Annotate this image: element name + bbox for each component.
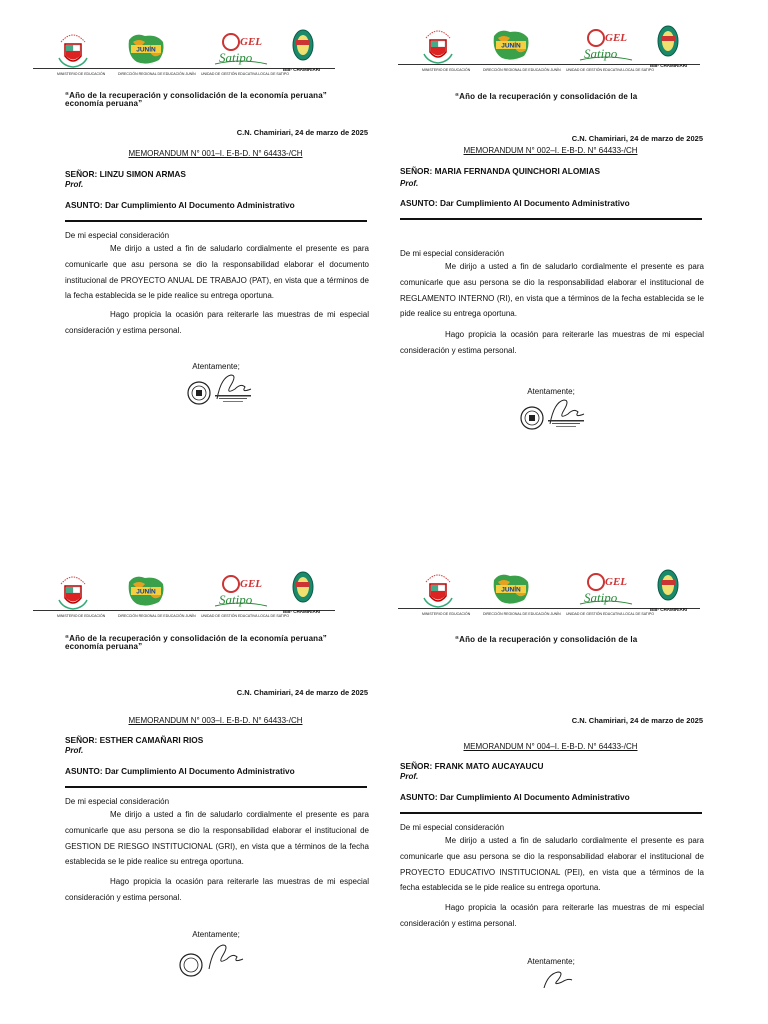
greeting: De mi especial consideración [65, 797, 170, 806]
ieb-chamiriari-emblem [657, 568, 679, 604]
subject-divider [400, 218, 702, 220]
year-motto: “Año de la recuperación y consolidación de la economía peruana” [65, 91, 327, 100]
body-paragraph-1: Me dirijo a usted a fin de saludarlo cordialmente el presente es para comunicarle que asu persona se dio la responsabilidad elaborar el institucional de PROYECTO EDUCATIVO INSTITUCIONAL (PEI), en vista que a términos de la fecha establecida se le pide realice su entrega oportuna. [400, 836, 704, 893]
year-motto: “Año de la recuperación y consolidación de la economía peruana” [65, 634, 327, 643]
signature-block [400, 966, 704, 1006]
svg-text:Satipo: Satipo [219, 50, 253, 65]
year-motto: “Año de la recuperación y consolidación de la [455, 92, 638, 101]
addressee: SEÑOR: FRANK MATO AUCAYAUCU [400, 761, 544, 771]
ugel-caption: UNIDAD DE GESTIÓN EDUCATIVA LOCAL DE SATIPO [566, 612, 654, 616]
memo-subject: ASUNTO: Dar Cumplimiento Al Documento Administrativo [400, 198, 630, 208]
ieb-caption: IEB- CHAMIRIARI [650, 63, 688, 68]
memo-1 [33, 26, 369, 411]
memo-reference: MEMORANDUM N° 003–I. E-B-D. N° 64433-/CH [128, 716, 303, 725]
addressee: SEÑOR: ESTHER CAMAÑARI RIOS [65, 735, 204, 745]
year-motto-tail: economía peruana” [65, 642, 143, 651]
memo-subject: ASUNTO: Dar Cumplimiento Al Documento Administrativo [65, 766, 295, 776]
svg-text:JUNÍN: JUNÍN [136, 46, 156, 54]
addressee: SEÑOR: LINZU SIMON ARMAS [65, 169, 186, 179]
closing: Atentamente; [192, 929, 240, 939]
addressee-title: Prof. [400, 772, 419, 781]
ieb-caption: IEB- CHAMIRIARI [283, 609, 321, 614]
memo-date: C.N. Chamiriari, 24 de marzo de 2025 [571, 716, 703, 725]
minedu-caption: MINISTERIO DE EDUCACIÓN [57, 72, 106, 76]
letterhead-logos [398, 22, 708, 74]
svg-text:GEL: GEL [605, 576, 627, 588]
peru-shield-logo [55, 30, 91, 70]
subject-divider [65, 786, 367, 788]
seal-stamp [187, 381, 211, 405]
addressee-title: Prof. [400, 179, 419, 188]
greeting: De mi especial consideración [65, 231, 170, 240]
subject-divider [65, 220, 367, 222]
svg-text:Satipo: Satipo [219, 592, 253, 607]
body-paragraph-2: Hago propicia la ocasión para reiterarle las muestras de mi especial consideración y estima personal. [65, 310, 369, 335]
year-motto: “Año de la recuperación y consolidación de la [455, 635, 638, 644]
addressee: SEÑOR: MARIA FERNANDA QUINCHORI ALOMIAS [400, 166, 601, 176]
minedu-caption: MINISTERIO DE EDUCACIÓN [422, 612, 471, 616]
minedu-caption: MINISTERIO DE EDUCACIÓN [57, 614, 106, 618]
memo-4 [398, 566, 708, 1006]
ugel-caption: UNIDAD DE GESTIÓN EDUCATIVA LOCAL DE SATIPO [201, 614, 289, 618]
letterhead-logos [398, 566, 708, 618]
ieb-chamiriari-emblem [292, 570, 314, 606]
drej-caption: DIRECCIÓN REGIONAL DE EDUCACIÓN JUNÍN [118, 72, 196, 76]
ugel-caption: UNIDAD DE GESTIÓN EDUCATIVA LOCAL DE SATIPO [201, 72, 289, 76]
ieb-chamiriari-emblem [657, 24, 679, 60]
body-paragraph-1: Me dirijo a usted a fin de saludarlo cordialmente el presente es para comunicarle que asu persona se dio la responsabilidad elaborar el institucional de GESTION DE RIESGO INSTITUCIONAL (GRI), en vista que a términos de la fecha establecida se le pide realice su entrega oportuna. [65, 810, 369, 867]
greeting: De mi especial consideración [400, 249, 505, 258]
memo-2 [398, 22, 708, 436]
body-paragraph-2: Hago propicia la ocasión para reiterarle las muestras de mi especial consideración y estima personal. [65, 877, 369, 902]
greeting: De mi especial consideración [400, 823, 505, 832]
ugel-satipo-logo [213, 570, 269, 610]
junin-region-logo [490, 572, 532, 606]
svg-text:JUNÍN: JUNÍN [136, 588, 156, 596]
svg-text:Satipo: Satipo [584, 46, 618, 61]
svg-text:GEL: GEL [605, 32, 627, 44]
letterhead-logos [33, 26, 343, 78]
closing: Atentamente; [192, 361, 240, 371]
junin-region-logo [125, 574, 167, 608]
handwritten-signature [544, 396, 588, 432]
memo-reference: MEMORANDUM N° 002–I. E-B-D. N° 64433-/CH [463, 146, 638, 155]
year-motto-tail: economía peruana” [65, 99, 143, 108]
ieb-caption: IEB- CHAMIRIARI [283, 67, 321, 72]
ugel-satipo-logo [578, 24, 634, 64]
drej-caption: DIRECCIÓN REGIONAL DE EDUCACIÓN JUNÍN [483, 612, 561, 616]
peru-shield-logo [420, 570, 456, 610]
handwritten-signature [211, 371, 255, 407]
addressee-title: Prof. [65, 180, 84, 189]
ugel-caption: UNIDAD DE GESTIÓN EDUCATIVA LOCAL DE SATIPO [566, 68, 654, 72]
closing: Atentamente; [527, 956, 575, 966]
memo-date: C.N. Chamiriari, 24 de marzo de 2025 [571, 134, 703, 143]
memo-date: C.N. Chamiriari, 24 de marzo de 2025 [236, 688, 368, 697]
memo-reference: MEMORANDUM N° 004–I. E-B-D. N° 64433-/CH [463, 742, 638, 751]
ugel-satipo-logo [213, 28, 269, 68]
body-paragraph-1: Me dirijo a usted a fin de saludarlo cordialmente el presente es para comunicarle que asu persona se dio la responsabilidad elaborar el documento institucional de PROYECTO ANUAL DE TRABAJO (PAT), en vista que a términos de la fecha establecida se le pide realice su entrega oportuna. [65, 244, 369, 301]
signature-block [65, 371, 369, 411]
ieb-caption: IEB- CHAMIRIARI [650, 607, 688, 612]
body-paragraph-2: Hago propicia la ocasión para reiterarle las muestras de mi especial consideración y estima personal. [400, 903, 704, 928]
subject-divider [400, 812, 702, 814]
memo-date: C.N. Chamiriari, 24 de marzo de 2025 [236, 128, 368, 137]
body-paragraph-2: Hago propicia la ocasión para reiterarle las muestras de mi especial consideración y estima personal. [400, 330, 704, 355]
ieb-chamiriari-emblem [292, 28, 314, 64]
memo-subject: ASUNTO: Dar Cumplimiento Al Documento Administrativo [65, 200, 295, 210]
peru-shield-logo [420, 26, 456, 66]
svg-text:Satipo: Satipo [584, 590, 618, 605]
letterhead-logos [33, 568, 343, 620]
memo-reference: MEMORANDUM N° 001–I. E-B-D. N° 64433-/CH [128, 149, 303, 158]
handwritten-signature [538, 968, 582, 988]
minedu-caption: MINISTERIO DE EDUCACIÓN [422, 68, 471, 72]
svg-text:GEL: GEL [240, 578, 262, 590]
svg-text:JUNÍN: JUNÍN [501, 586, 521, 594]
body-paragraph-1: Me dirijo a usted a fin de saludarlo cordialmente el presente es para comunicarle que asu persona se dio la responsabilidad elaborar el institucional de REGLAMENTO INTERNO (RI), en vista que a términos de la fecha establecida se le pide realice su entrega oportuna. [400, 262, 704, 319]
memo-subject: ASUNTO: Dar Cumplimiento Al Documento Administrativo [400, 792, 630, 802]
ugel-satipo-logo [578, 568, 634, 608]
junin-region-logo [125, 32, 167, 66]
drej-caption: DIRECCIÓN REGIONAL DE EDUCACIÓN JUNÍN [483, 68, 561, 72]
svg-text:JUNÍN: JUNÍN [501, 42, 521, 50]
memo-3 [33, 568, 369, 979]
svg-text:GEL: GEL [240, 36, 262, 48]
junin-region-logo [490, 28, 532, 62]
signature-block [65, 939, 369, 979]
seal-stamp [520, 406, 544, 430]
drej-caption: DIRECCIÓN REGIONAL DE EDUCACIÓN JUNÍN [118, 614, 196, 618]
peru-shield-logo [55, 572, 91, 612]
addressee-title: Prof. [65, 746, 84, 755]
closing: Atentamente; [527, 386, 575, 396]
signature-block [400, 396, 704, 436]
handwritten-signature [203, 941, 247, 971]
seal-stamp [179, 953, 203, 977]
